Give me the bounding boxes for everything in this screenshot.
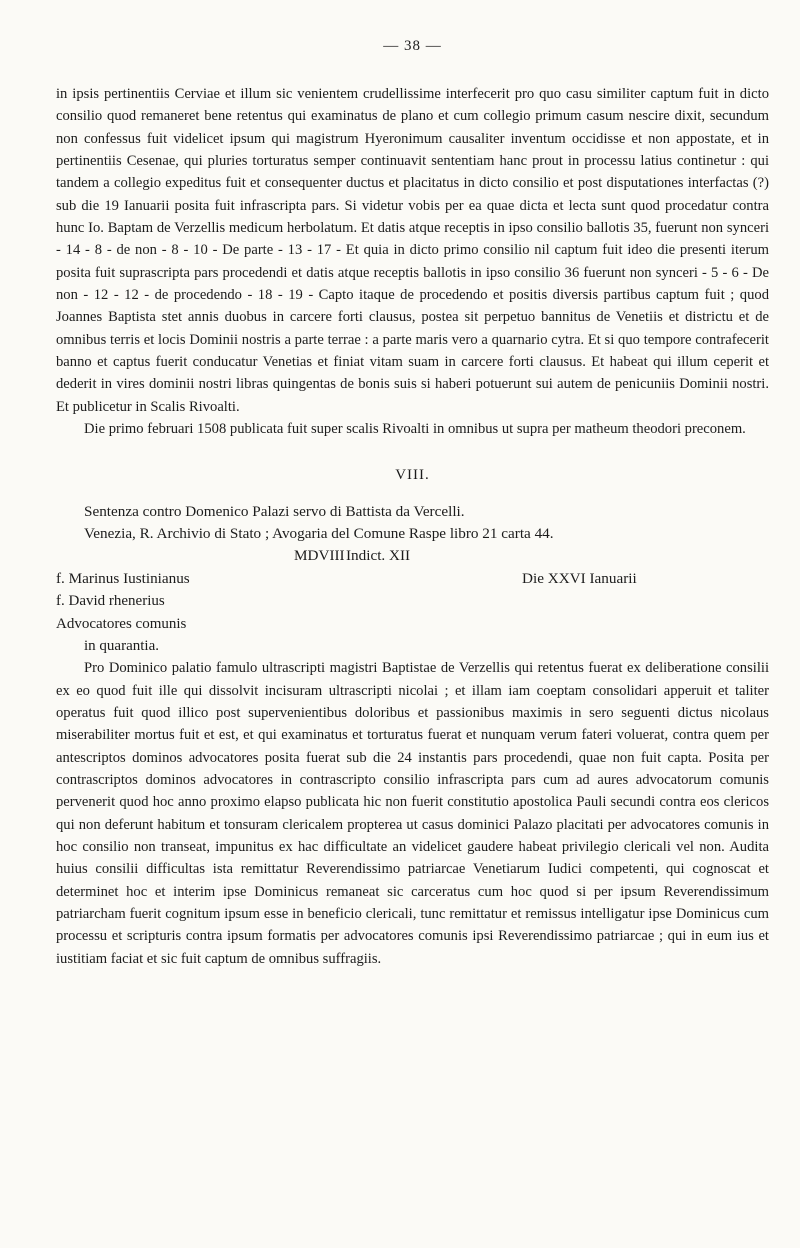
document-date: Die XXVI Ianuarii: [522, 569, 637, 587]
sentence-body: Pro Dominico palatio famulo ultrascripti magistri Baptistae de Verzellis qui retentus fuerat ex deliberatione consilii ex eo quod fuit ille qui dissolvit incisuram ultrascripti nicolai ; et illam iam coeptam consolidari apperuit et taliter operatus fuit quod illico post supervenientibus doloribus et passionibus maximis in sero seguenti dictus nicolaus miserabiliter mortus fuit et est, et qui examinatus et torturatus fuerat et nunquam verum fateri voluerat, contra quem per antescriptos dominos advocatores posita fuerat sub die 24 instantis pars procedendi, quae non fuit capta. Posita per contrascriptos dominos advocatores in contrascripto consilio infrascripta pars cum ad aures advocatorum comunis pervenerit quod hoc anno proximo elapso publicata hic non fuerit constitutio apostolica Pauli secundi contra eos clericos qui non deferunt habitum et tonsuram clericalem propterea ut casus dominici Palazo placitati per advocatores comunis in hoc consilio non transeat, impunitus ex hac difficultate an videlicet gaudere habeat privilegio clericali vel non. Audita huius consilii difficultas ista remittatur Reverendissimo patriarcae Venetiarum Iudici competenti, qui cognoscat et determinet hoc et interim ipse Dominicus remaneat sic carceratus cum hoc quod si per ipsum Reverendissimum patriarcham fuerit cognitum ipsum esse in beneficio clericali, tunc remittatur et remissus intelligatur ipse Dominicus cum processu et scripturis contra ipsum formatis per advocatores comunis ipsi Reverendissimo patriarcae ; qui in eum ius et iustitiam faciat et sic fuit captum de omnibus suffragiis.: [56, 660, 769, 967]
office: Advocatores comunis: [56, 615, 187, 632]
page-number: — 38 —: [383, 38, 442, 54]
signer-date-row: [56, 568, 769, 590]
section-title: Sentenza contro Domenico Palazi servo di Battista da Vercelli.: [84, 502, 465, 520]
office-note: in quarantia.: [84, 637, 159, 654]
paragraph-continuation: in ipsis pertinentiis Cerviae et illum sic venientem crudellissime interfecerit pro quo casu similiter captum fuit in dicto consilio quod remaneret bene retentus qui examinatus de plano et cum collegio primum casum nescire dixit, secundum non confessus fuit videlicet ipsum qui magistrum Hyeronimum causaliter inventum occidisse et non appostate, et in pertinentiis Cesenae, qui pluries torturatus semper continuavit sententiam hanc prout in processu latius continetur : qui tandem a collegio expeditus fuit et consequenter ductus et placitatus in dicto consilio et post disputationes interfactas (?) sub die 19 Ianuarii posita fuit infrascripta pars. Si videtur vobis per ea quae dicta et lecta sunt quod procedatur contra hunc Io. Baptam de Verzellis medicum herbolatum. Et datis atque receptis in ipso consilio ballotis 35, fuerunt non synceri - 14 - 8 - de non - 8 - 10 - De parte - 13 - 17 - Et quia in dicto primo consilio nil captum fuit ideo die presenti iterum posita fuit suprascripta pars procedendi et datis atque receptis ballotis in ipso consilio 36 fuerunt non synceri - 5 - 6 - De non - 12 - 12 - de procedendo - 18 - 19 - Capto itaque de procedendo et positis diversis partibus captum fuit ; quod Joannes Baptista stet annis duobus in carcere forti clausus, postea sit perpetuo bannitus de Venetiis et districtu et de omnibus terris et locis Dominii nostris a parte terrae : a parte maris vero a quarnario cytra. Et si quo tempore contrafecerit banno et captus fuerit conducatur Venetias et finiat vitam suam in carcere forti clausus. Et habeat qui illum ceperit et dederit in vires dominii nostri libras quingentas de bonis suis si haberi potuerunt sui autem de penicuniis Dominii nostri. Et publicetur in Scalis Rivoalti.: [56, 86, 769, 415]
indiction: Indict. XII: [346, 547, 411, 565]
year-row: [56, 545, 769, 567]
signer-2: f. David rhenerius: [56, 593, 165, 610]
archive-source: Venezia, R. Archivio di Stato ; Avogaria del Comune Raspe libro 21 carta 44.: [84, 524, 554, 542]
paragraph-publication: Die primo februari 1508 publicata fuit super scalis Rivoalti in omnibus ut supra per matheum theodori preconem.: [84, 421, 746, 438]
section-number: VIII.: [395, 466, 430, 483]
year: MDVIII: [294, 547, 345, 565]
document-page: [56, 38, 769, 970]
signer-1: f. Marinus Iustinianus: [56, 569, 190, 587]
